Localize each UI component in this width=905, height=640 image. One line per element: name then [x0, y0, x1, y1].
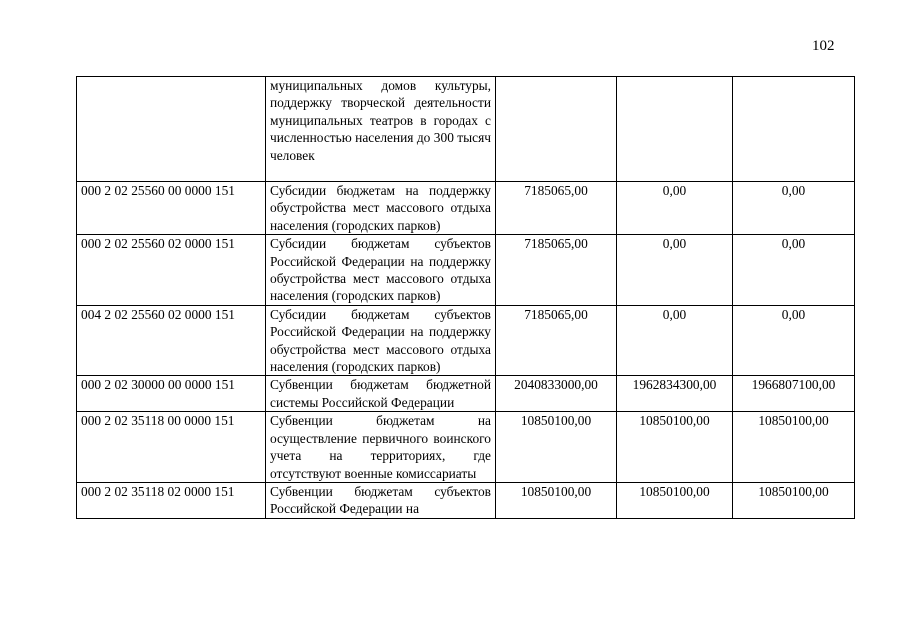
amount-year1-cell: 10850100,00 [496, 482, 617, 518]
item-name-cell: Субвенции бюджетам бюджетной системы Российской Федерации [266, 376, 496, 412]
amount-year3-cell: 1966807100,00 [733, 376, 855, 412]
table-row [77, 305, 855, 376]
amount-year3-cell: 0,00 [733, 182, 855, 235]
table-row [77, 412, 855, 483]
amount-year1-cell: 7185065,00 [496, 182, 617, 235]
amount-year3-cell [733, 77, 855, 182]
budget-code-cell [77, 77, 266, 182]
amount-year2-cell: 0,00 [617, 235, 733, 306]
table-row [77, 77, 855, 182]
table-row [77, 482, 855, 518]
amount-year3-cell: 10850100,00 [733, 482, 855, 518]
amount-year3-cell: 0,00 [733, 305, 855, 376]
amount-year2-cell [617, 77, 733, 182]
item-name-cell: Субсидии бюджетам субъектов Российской Федерации на поддержку обустройства мест массового отдыха населения (городских парков) [266, 305, 496, 376]
amount-year3-cell: 10850100,00 [733, 412, 855, 483]
amount-year2-cell: 0,00 [617, 182, 733, 235]
table-row [77, 182, 855, 235]
budget-code-cell: 000 2 02 35118 00 0000 151 [77, 412, 266, 483]
amount-year3-cell: 0,00 [733, 235, 855, 306]
budget-code-cell: 000 2 02 30000 00 0000 151 [77, 376, 266, 412]
table-row [77, 376, 855, 412]
amount-year2-cell: 10850100,00 [617, 412, 733, 483]
amount-year1-cell: 7185065,00 [496, 305, 617, 376]
item-name-cell: Субсидии бюджетам на поддержку обустройства мест массового отдыха населения (городских парков) [266, 182, 496, 235]
amount-year2-cell: 0,00 [617, 305, 733, 376]
page-number: 102 [812, 38, 835, 54]
budget-revenue-table [76, 76, 855, 519]
table-row [77, 235, 855, 306]
item-name-cell: муниципальных домов культуры, поддержку творческой деятельности муниципальных театров в городах с численностью населения до 300 тысяч человек [266, 77, 496, 182]
budget-code-cell: 004 2 02 25560 02 0000 151 [77, 305, 266, 376]
budget-code-cell: 000 2 02 25560 00 0000 151 [77, 182, 266, 235]
item-name-cell: Субвенции бюджетам на осуществление первичного воинского учета на территориях, где отсутствуют военные комиссариаты [266, 412, 496, 483]
amount-year1-cell: 10850100,00 [496, 412, 617, 483]
item-name-cell: Субвенции бюджетам субъектов Российской Федерации на [266, 482, 496, 518]
budget-code-cell: 000 2 02 35118 02 0000 151 [77, 482, 266, 518]
budget-code-cell: 000 2 02 25560 02 0000 151 [77, 235, 266, 306]
amount-year1-cell [496, 77, 617, 182]
amount-year1-cell: 2040833000,00 [496, 376, 617, 412]
amount-year1-cell: 7185065,00 [496, 235, 617, 306]
amount-year2-cell: 1962834300,00 [617, 376, 733, 412]
amount-year2-cell: 10850100,00 [617, 482, 733, 518]
item-name-cell: Субсидии бюджетам субъектов Российской Федерации на поддержку обустройства мест массового отдыха населения (городских парков) [266, 235, 496, 306]
